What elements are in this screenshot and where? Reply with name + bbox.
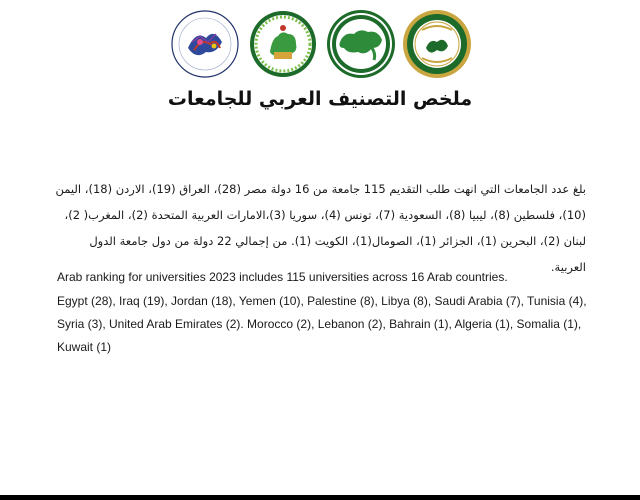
english-country-list: Egypt (28), Iraq (19), Jordan (18), Yemen (10), Palestine (8), Libya (8), Saudi Arabia (7), Tunisia (4), Syria (3), United Arab Emirates (2). Morocco (2), Lebanon (2), Bahrain (1), Algeria (1), Somalia (1), Kuwait (1) — [57, 294, 587, 354]
english-intro-text: Arab ranking for universities 2023 includes 115 universities across 16 Arab countries. — [57, 270, 508, 284]
association-of-arab-universities-logo — [248, 8, 318, 80]
arabic-summary-paragraph: بلغ عدد الجامعات التي انهت طلب التقديم 115 جامعة من 16 دولة مصر (28)، العراق (19)، الاردن (18)، اليمن (10)، فلسطين (8)، ليبيا (8)، السعودية (7)، تونس (4)، سوريا (3)،الامارات العربية المتحدة (2)، المغرب( 2)، لبنان (2)، البحرين (1)، الجزائر (1)، الصومال(1)، الكويت (1). من إجمالي 22 دولة من دول جامعة الدول العربية. — [55, 182, 586, 274]
arab-league-emblem — [402, 8, 472, 80]
english-summary — [57, 268, 597, 359]
arab-map-organization-logo — [326, 8, 396, 80]
bottom-border-bar — [0, 495, 640, 500]
logo-row — [170, 8, 470, 80]
arab-universities-research-council-logo — [170, 8, 240, 80]
page-title: ملخص التصنيف العربي للجامعات — [167, 88, 473, 110]
